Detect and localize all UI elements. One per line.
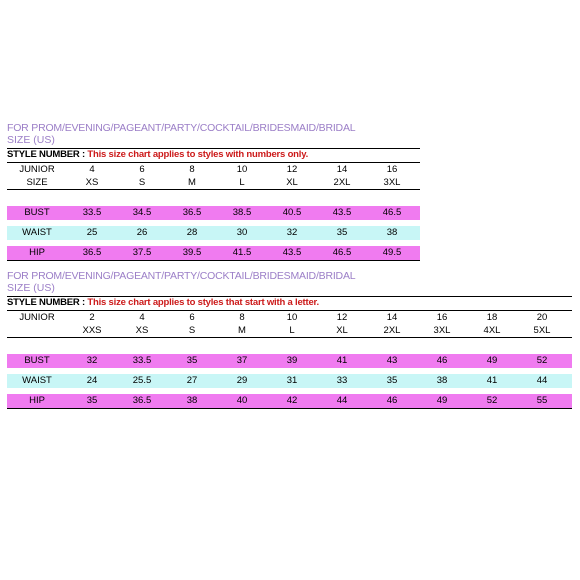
style-number-line [7, 297, 572, 308]
size-cell: L [289, 325, 295, 336]
size-cell: S [188, 325, 196, 336]
divider [7, 408, 572, 409]
junior-cell: 10 [236, 164, 248, 175]
measure-cell: 35 [336, 227, 348, 238]
measure-cell: 49.5 [382, 247, 402, 258]
junior-label: JUNIOR [19, 164, 55, 175]
row-label: BUST [24, 207, 50, 218]
row-label: HIP [29, 247, 45, 258]
measure-cell: 25 [86, 227, 98, 238]
measure-cell: 46 [386, 395, 398, 406]
style-number-label: STYLE NUMBER : [7, 149, 88, 160]
measure-cell: 37.5 [132, 247, 152, 258]
measure-cell: 41 [336, 355, 348, 366]
junior-row [7, 163, 420, 176]
row-label: WAIST [22, 375, 52, 386]
measure-cell: 39.5 [182, 247, 202, 258]
junior-cell: 8 [239, 312, 245, 323]
measure-cell: 46.5 [382, 207, 402, 218]
junior-cell: 4 [89, 164, 95, 175]
size-cell: 3XL [383, 177, 401, 188]
measure-cell: 49 [486, 355, 498, 366]
size-cell: S [138, 177, 146, 188]
measure-cell: 37 [236, 355, 248, 366]
measure-cell: 46 [436, 355, 448, 366]
measure-cell: 35 [86, 395, 98, 406]
measure-cell: 41 [486, 375, 498, 386]
size-row [7, 324, 572, 337]
measure-cell: 52 [486, 395, 498, 406]
size-cell: XXS [82, 325, 102, 336]
measure-cell: 44 [336, 395, 348, 406]
junior-cell: 8 [189, 164, 195, 175]
junior-cell: 12 [336, 312, 348, 323]
chart-heading: FOR PROM/EVENING/PAGEANT/PARTY/COCKTAIL/BRIDESMAID/BRIDAL [7, 122, 356, 134]
junior-cell: 20 [536, 312, 548, 323]
measure-cell: 49 [436, 395, 448, 406]
measure-cell: 25.5 [132, 375, 152, 386]
size-cell: 2XL [383, 325, 401, 336]
row-label: HIP [29, 395, 45, 406]
size-cell: XS [85, 177, 99, 188]
style-number-label: STYLE NUMBER : [7, 297, 88, 308]
measure-cell: 33 [336, 375, 348, 386]
measure-cell: 46.5 [332, 247, 352, 258]
size-cell: 4XL [483, 325, 501, 336]
measure-cell: 32 [286, 227, 298, 238]
size-cell: 2XL [333, 177, 351, 188]
row-label: BUST [24, 355, 50, 366]
junior-row [7, 311, 572, 324]
row-label: WAIST [22, 227, 52, 238]
hip-row [7, 246, 420, 260]
size-cell: M [188, 177, 196, 188]
junior-cell: 18 [486, 312, 498, 323]
junior-cell: 16 [386, 164, 398, 175]
measure-cell: 42 [286, 395, 298, 406]
style-number-note: This size chart applies to styles with numbers only. [87, 149, 309, 160]
hip-row [7, 394, 572, 408]
junior-cell: 6 [139, 164, 145, 175]
measure-cell: 26 [136, 227, 148, 238]
size-cell: XL [336, 325, 348, 336]
measure-cell: 38 [436, 375, 448, 386]
size-row-label: SIZE [26, 177, 48, 188]
junior-cell: 2 [89, 312, 95, 323]
junior-cell: 14 [336, 164, 348, 175]
size-chart-letters [7, 270, 572, 409]
size-us-label: SIZE (US) [7, 282, 55, 294]
measure-cell: 28 [186, 227, 198, 238]
junior-cell: 12 [286, 164, 298, 175]
size-cell: 5XL [533, 325, 551, 336]
measure-cell: 43.5 [332, 207, 352, 218]
bust-row [7, 206, 420, 220]
size-cell: 3XL [433, 325, 451, 336]
size-cell: L [239, 177, 245, 188]
measure-cell: 43 [386, 355, 398, 366]
size-chart-numbers [7, 122, 420, 261]
measure-cell: 30 [236, 227, 248, 238]
measure-cell: 35 [386, 375, 398, 386]
measure-cell: 38 [186, 395, 198, 406]
measure-cell: 36.5 [132, 395, 152, 406]
measure-cell: 40 [236, 395, 248, 406]
measure-cell: 41.5 [232, 247, 252, 258]
measure-cell: 35 [186, 355, 198, 366]
measure-cell: 29 [236, 375, 248, 386]
size-us-label: SIZE (US) [7, 134, 55, 146]
measure-cell: 31 [286, 375, 298, 386]
measure-cell: 32 [86, 355, 98, 366]
waist-row [7, 226, 420, 240]
junior-cell: 16 [436, 312, 448, 323]
measure-cell: 27 [186, 375, 198, 386]
style-number-line [7, 149, 420, 160]
junior-label: JUNIOR [19, 312, 55, 323]
junior-cell: 10 [286, 312, 298, 323]
divider [7, 260, 420, 261]
measure-cell: 33.5 [82, 207, 102, 218]
measure-cell: 24 [86, 375, 98, 386]
measure-cell: 38.5 [232, 207, 252, 218]
junior-cell: 6 [189, 312, 195, 323]
junior-cell: 4 [139, 312, 145, 323]
measure-cell: 33.5 [132, 355, 152, 366]
waist-row [7, 374, 572, 388]
style-number-note: This size chart applies to styles that start with a letter. [87, 297, 319, 308]
measure-cell: 44 [536, 375, 548, 386]
measure-cell: 52 [536, 355, 548, 366]
size-cell: XL [286, 177, 298, 188]
measure-cell: 43.5 [282, 247, 302, 258]
size-cell: M [238, 325, 246, 336]
measure-cell: 34.5 [132, 207, 152, 218]
measure-cell: 40.5 [282, 207, 302, 218]
measure-cell: 36.5 [182, 207, 202, 218]
size-row [7, 176, 420, 189]
measure-cell: 39 [286, 355, 298, 366]
bust-row [7, 354, 572, 368]
measure-cell: 55 [536, 395, 548, 406]
measure-cell: 38 [386, 227, 398, 238]
chart-heading: FOR PROM/EVENING/PAGEANT/PARTY/COCKTAIL/BRIDESMAID/BRIDAL [7, 270, 356, 282]
size-cell: XS [135, 325, 149, 336]
junior-cell: 14 [386, 312, 398, 323]
measure-cell: 36.5 [82, 247, 102, 258]
